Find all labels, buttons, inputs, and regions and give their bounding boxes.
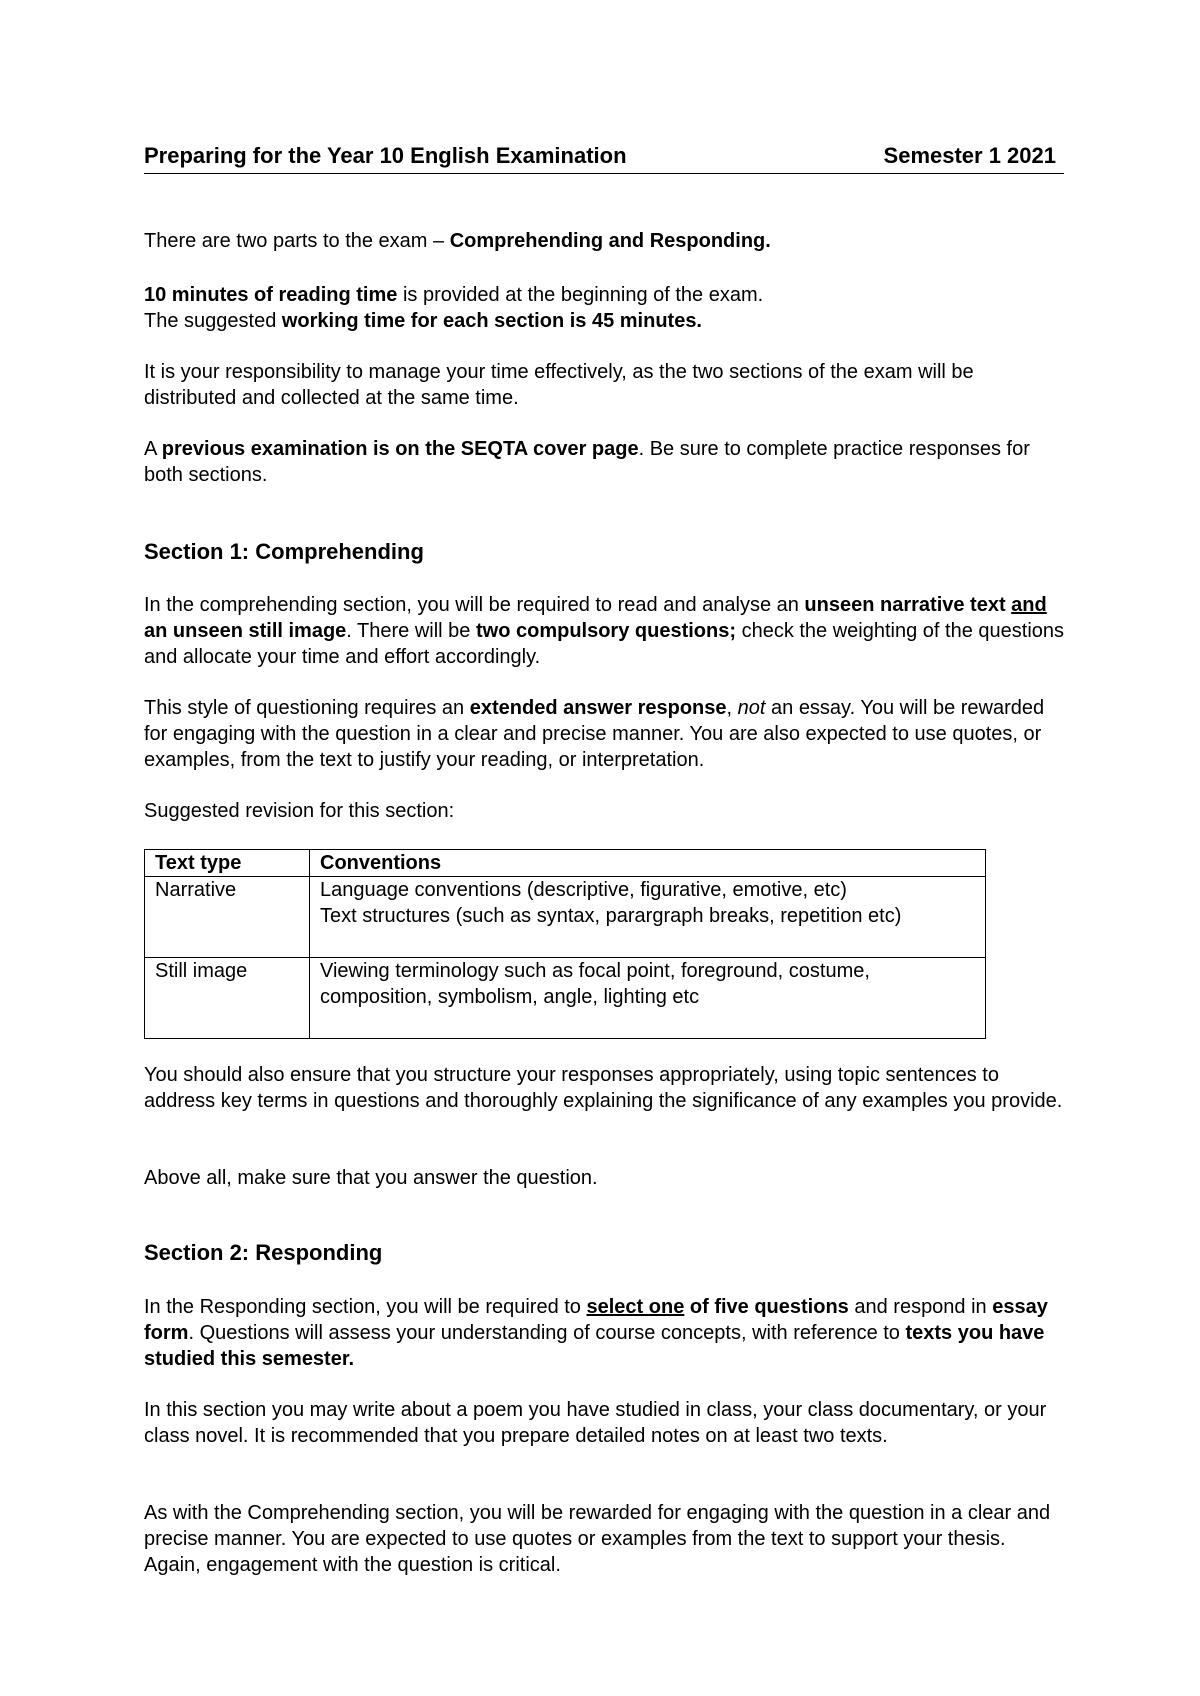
section1-paragraph-1 (144, 592, 1064, 670)
s2-bold-1: of five questions (684, 1296, 849, 1318)
s1p2-text-c: an essay. You will be rewarded for engaging with the question in a clear and precise manner. You are also expected to use quotes, or examples, from the text to justify your reading, or interpretation. (144, 697, 1045, 771)
s1-text-b: . There will be (346, 620, 476, 642)
intro-paragraph-4 (144, 436, 1064, 488)
s2-select-one: select one (586, 1296, 685, 1318)
working-time-text: The suggested (144, 310, 282, 332)
section1-paragraph-5: Above all, make sure that you answer the question. (144, 1167, 598, 1189)
s2-bold-2: essay form (144, 1296, 1048, 1344)
table-cell-type: Narrative (145, 877, 310, 958)
intro-paragraph-1 (144, 228, 1064, 254)
document-header (144, 143, 1064, 174)
s1-bold-1: unseen narrative text (804, 594, 1012, 616)
reading-time-text: is provided at the beginning of the exam. (397, 284, 764, 306)
s1p2-text-a: This style of questioning requires an (144, 697, 470, 719)
s1-text-a: In the comprehending section, you will be required to read and analyse an (144, 594, 805, 616)
intro-paragraph-3: It is your responsibility to manage your time effectively, as the two sections of the exam will be distributed and collected at the same time. (144, 361, 974, 409)
revision-table (144, 849, 986, 1039)
intro-paragraph-2 (144, 282, 1064, 334)
conventions-line-2: Text structures (such as syntax, parargraph breaks, repetition etc) (320, 905, 902, 927)
s1-and-underlined: and (1011, 594, 1047, 616)
s1p2-text-b: , (726, 697, 738, 719)
document-title: Preparing for the Year 10 English Examination (144, 143, 627, 168)
s2-text-c: . Questions will assess your understanding of course concepts, with reference to (188, 1322, 906, 1344)
section2-paragraph-1 (144, 1294, 1064, 1372)
table-cell-conventions (310, 877, 986, 958)
working-time-bold: working time for each section is 45 minutes. (281, 310, 702, 332)
intro-bold: Comprehending and Responding. (449, 230, 771, 252)
s1-bold-2: an unseen still image (144, 620, 347, 642)
semester-label: Semester 1 2021 (883, 143, 1056, 168)
s1-text-c: check the weighting of the questions and allocate your time and effort accordingly. (144, 620, 1065, 668)
table-cell-conventions: Viewing terminology such as focal point, foreground, costume, composition, symbolism, angle, lighting etc (310, 958, 986, 1039)
s1-bold-3: two compulsory questions; (475, 620, 737, 642)
intro-text: There are two parts to the exam – (144, 230, 450, 252)
section1-paragraph-4: You should also ensure that you structure your responses appropriately, using topic sentences to address key terms in questions and thoroughly explaining the significance of any examples you provide. (144, 1064, 1063, 1112)
table-row (145, 877, 986, 958)
section2-paragraph-3: As with the Comprehending section, you will be rewarded for engaging with the question in a clear and precise manner. You are expected to use quotes or examples from the text to support your thesis. Again, engagement with the question is critical. (144, 1502, 1051, 1576)
section2-heading: Section 2: Responding (144, 1240, 383, 1265)
table-header-row (145, 850, 986, 877)
s2-bold-3: texts you have studied this semester. (144, 1322, 1045, 1370)
section1-heading: Section 1: Comprehending (144, 539, 424, 564)
section1-paragraph-3: Suggested revision for this section: (144, 800, 455, 822)
seqta-bold: previous examination is on the SEQTA cover page (161, 438, 639, 460)
section2-paragraph-2: In this section you may write about a poem you have studied in class, your class documentary, or your class novel. It is recommended that you prepare detailed notes on at least two texts. (144, 1399, 1047, 1447)
table-header-conventions: Conventions (310, 850, 986, 877)
conventions-line-1: Language conventions (descriptive, figurative, emotive, etc) (320, 879, 847, 901)
s2-text-b: and respond in (848, 1296, 993, 1318)
table-header-text-type: Text type (145, 850, 310, 877)
s2-text-a: In the Responding section, you will be required to (144, 1296, 587, 1318)
table-cell-type: Still image (145, 958, 310, 1039)
reading-time-bold: 10 minutes of reading time (144, 284, 398, 306)
seqta-text-a: A (144, 438, 162, 460)
s1p2-italic: not (737, 697, 766, 719)
seqta-text-b: . Be sure to complete practice responses for both sections. (144, 438, 1030, 486)
table-row (145, 958, 986, 1039)
s1p2-bold: extended answer response (469, 697, 727, 719)
section1-paragraph-2 (144, 695, 1064, 773)
